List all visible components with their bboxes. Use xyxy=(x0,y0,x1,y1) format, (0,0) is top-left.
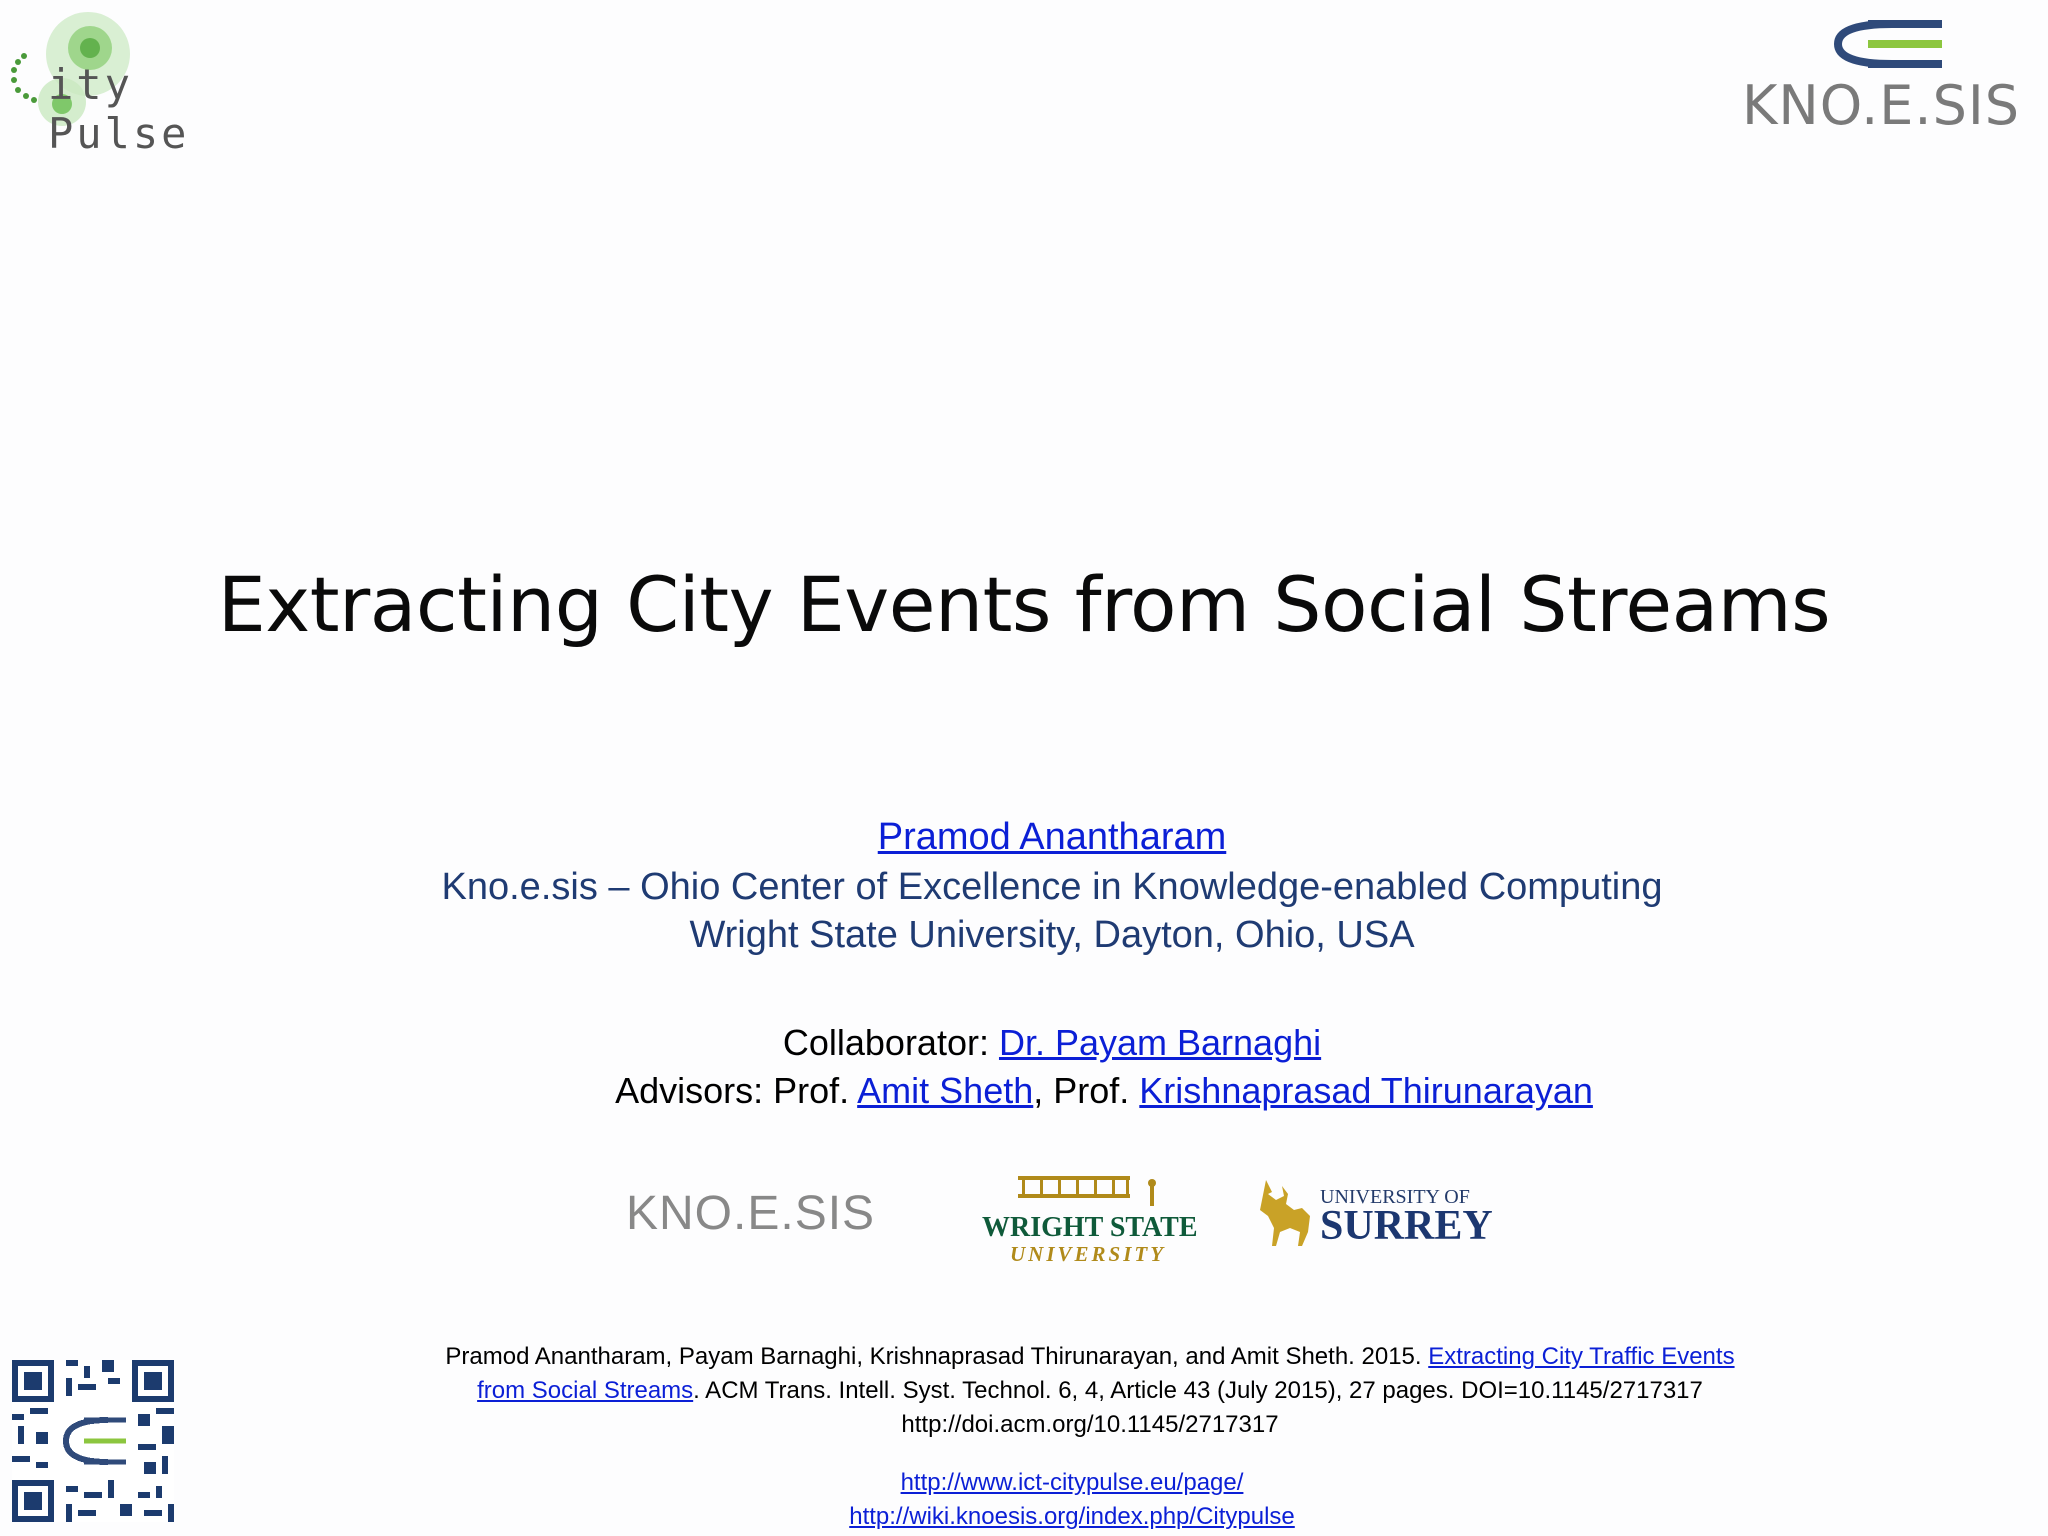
advisor-link-2[interactable]: Krishnaprasad Thirunarayan xyxy=(1139,1070,1593,1111)
surrey-logo xyxy=(1254,1176,1504,1256)
wright-flyer-icon xyxy=(1010,1168,1170,1210)
surrey-text: SURREY xyxy=(1320,1203,1493,1249)
project-links xyxy=(0,1466,2048,1534)
wright-state-university-text: UNIVERSITY xyxy=(1010,1242,1167,1266)
affiliation-line-2: Wright State University, Dayton, Ohio, USA xyxy=(689,914,1415,956)
citypulse-logo xyxy=(4,8,264,158)
wiki-url-link[interactable]: http://wiki.knoesis.org/index.php/Citypulse xyxy=(849,1503,1295,1530)
slide-title: Extracting City Events from Social Streams xyxy=(217,560,1831,649)
citation-authors: Pramod Anantharam, Payam Barnaghi, Krishnaprasad Thirunarayan, and Amit Sheth. 2015. xyxy=(445,1343,1429,1370)
surrey-university-text: UNIVERSITY OF xyxy=(1320,1186,1470,1208)
citation xyxy=(370,1340,1810,1442)
wright-state-text: WRIGHT STATE xyxy=(982,1212,1198,1243)
citation-journal: . ACM Trans. Intell. Syst. Technol. 6, 4, Article 43 (July 2015), 27 pages. DOI=10.1145/2717317 xyxy=(693,1377,1703,1404)
author-link[interactable]: Pramod Anantharam xyxy=(877,816,1227,858)
paper-link-part-1[interactable]: Extracting City Traffic Events xyxy=(1428,1343,1735,1370)
knoesis-e-icon xyxy=(1828,14,1968,74)
wright-state-logo xyxy=(980,1168,1198,1268)
advisors-separator: , Prof. xyxy=(1033,1070,1140,1111)
citypulse-url-link[interactable]: http://www.ict-citypulse.eu/page/ xyxy=(900,1469,1244,1496)
citypulse-logo-text: ity Pulse xyxy=(48,60,190,158)
paper-link-part-2[interactable]: from Social Streams xyxy=(477,1377,694,1404)
advisor-link-1[interactable]: Amit Sheth xyxy=(857,1070,1034,1111)
knoesis-logo-top xyxy=(1742,10,2042,137)
knoesis-logo-bottom: KNO.E.SIS xyxy=(626,1187,876,1240)
author-line xyxy=(0,816,2048,859)
citation-doi-url: http://doi.acm.org/10.1145/2717317 xyxy=(901,1411,1279,1438)
advisors-label: Advisors: Prof. xyxy=(615,1070,858,1111)
knoesis-logo-text: KNO.E.SIS xyxy=(1742,74,2021,137)
collaborator-link[interactable]: Dr. Payam Barnaghi xyxy=(998,1022,1322,1063)
advisors-line xyxy=(0,1070,2048,1112)
collaborator-label: Collaborator: xyxy=(782,1022,999,1063)
collaborator-line xyxy=(0,1022,2048,1064)
affiliation-line-1: Kno.e.sis – Ohio Center of Excellence in Knowledge-enabled Computing xyxy=(441,866,1663,908)
stag-icon xyxy=(1254,1176,1318,1256)
